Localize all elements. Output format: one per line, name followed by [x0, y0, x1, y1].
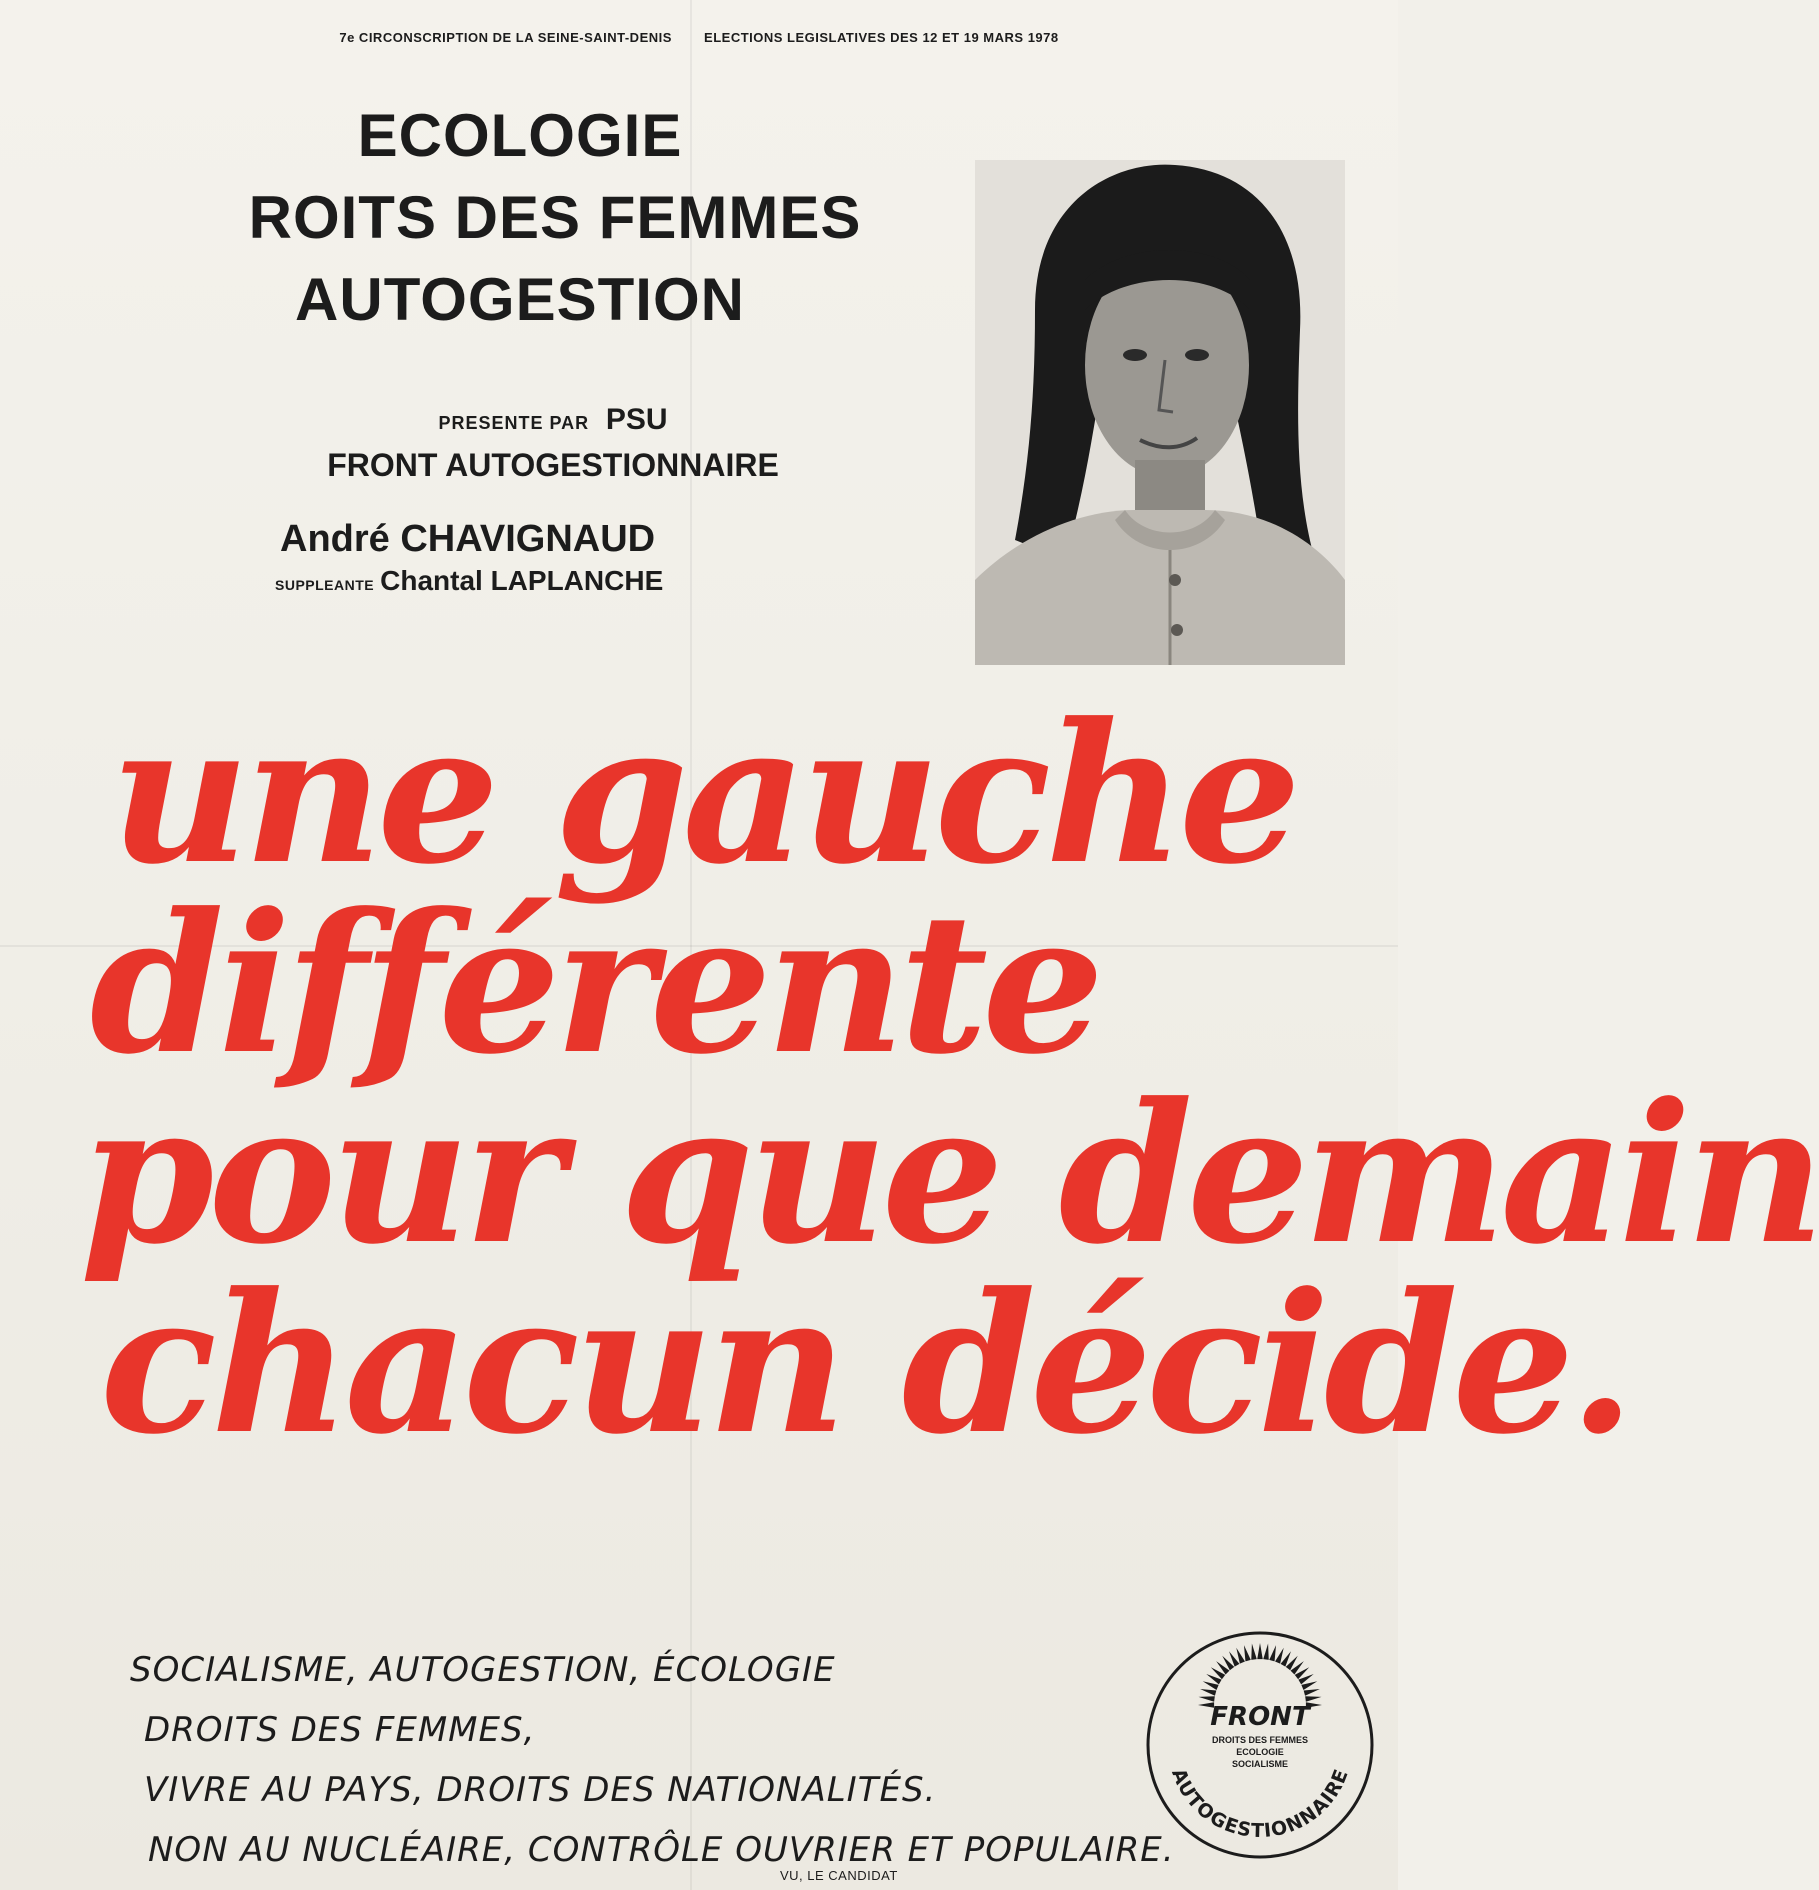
sun-ray — [1263, 1644, 1268, 1660]
sun-ray — [1275, 1648, 1284, 1664]
logo-line: DROITS DES FEMMES — [1211, 1735, 1309, 1745]
presented-prefix: PRESENTE PAR — [438, 413, 590, 433]
slogan-line: chacun décide. — [100, 1252, 1630, 1477]
sun-ray — [1305, 1696, 1321, 1701]
sun-ray — [1203, 1681, 1219, 1690]
front-autogestionnaire-logo — [1140, 1625, 1380, 1865]
slogan-line: pour que demain — [80, 1062, 1819, 1287]
logo-top: FRONT — [1210, 1702, 1310, 1732]
headline-line: ROITS DES FEMMES — [248, 184, 862, 251]
election-header — [0, 30, 1398, 45]
theme-line: NON AU NUCLÉAIRE, CONTRÔLE OUVRIER ET POPULAIRE. — [148, 1830, 1175, 1870]
presented-by — [228, 400, 878, 487]
candidate-name: André CHAVIGNAUD — [280, 518, 656, 560]
headline — [110, 95, 1000, 341]
sun-ray — [1304, 1689, 1320, 1696]
front-name: FRONT AUTOGESTIONNAIRE — [327, 447, 779, 483]
party-name: PSU — [605, 403, 668, 436]
slogan — [70, 682, 1819, 1477]
slogan-line: une gauche — [110, 682, 1296, 907]
logo-ring: AUTOGESTIONNAIRE — [1167, 1765, 1353, 1843]
headline-line: ECOLOGIE — [357, 102, 683, 169]
sun-rays — [1198, 1643, 1322, 1708]
theme-line: DROITS DES FEMMES, — [144, 1710, 536, 1750]
logo-graphic — [1140, 1625, 1380, 1865]
theme-line: SOCIALISME, AUTOGESTION, ÉCOLOGIE — [130, 1650, 836, 1690]
portrait-image — [975, 160, 1345, 665]
sun-ray — [1301, 1681, 1317, 1690]
headline-line: AUTOGESTION — [295, 266, 745, 333]
themes-list — [130, 1640, 1175, 1880]
deputy-name: Chantal LAPLANCHE — [380, 565, 664, 596]
elections-text: ELECTIONS LEGISLATIVES DES 12 ET 19 MARS 1978 — [704, 30, 1059, 45]
logo-ring-text — [1167, 1766, 1353, 1843]
sun-ray — [1244, 1645, 1251, 1661]
sun-ray — [1199, 1696, 1215, 1701]
circonscription-text: 7e CIRCONSCRIPTION DE LA SEINE-SAINT-DENIS — [339, 30, 672, 45]
theme-line: VIVRE AU PAYS, DROITS DES NATIONALITÉS. — [144, 1770, 937, 1810]
slogan-line: différente — [90, 872, 1099, 1097]
candidate-photo — [975, 160, 1345, 665]
deputy — [275, 565, 663, 597]
sun-ray — [1236, 1648, 1245, 1664]
logo-line: ECOLOGIE — [1236, 1747, 1284, 1757]
sun-ray — [1257, 1643, 1263, 1659]
sun-ray — [1200, 1689, 1216, 1696]
deputy-prefix: SUPPLEANTE — [275, 577, 375, 593]
sun-ray — [1269, 1645, 1276, 1661]
vu-le-candidat: VU, LE CANDIDAT — [780, 1868, 898, 1883]
sun-ray — [1251, 1644, 1256, 1660]
logo-line: SOCIALISME — [1231, 1759, 1289, 1769]
